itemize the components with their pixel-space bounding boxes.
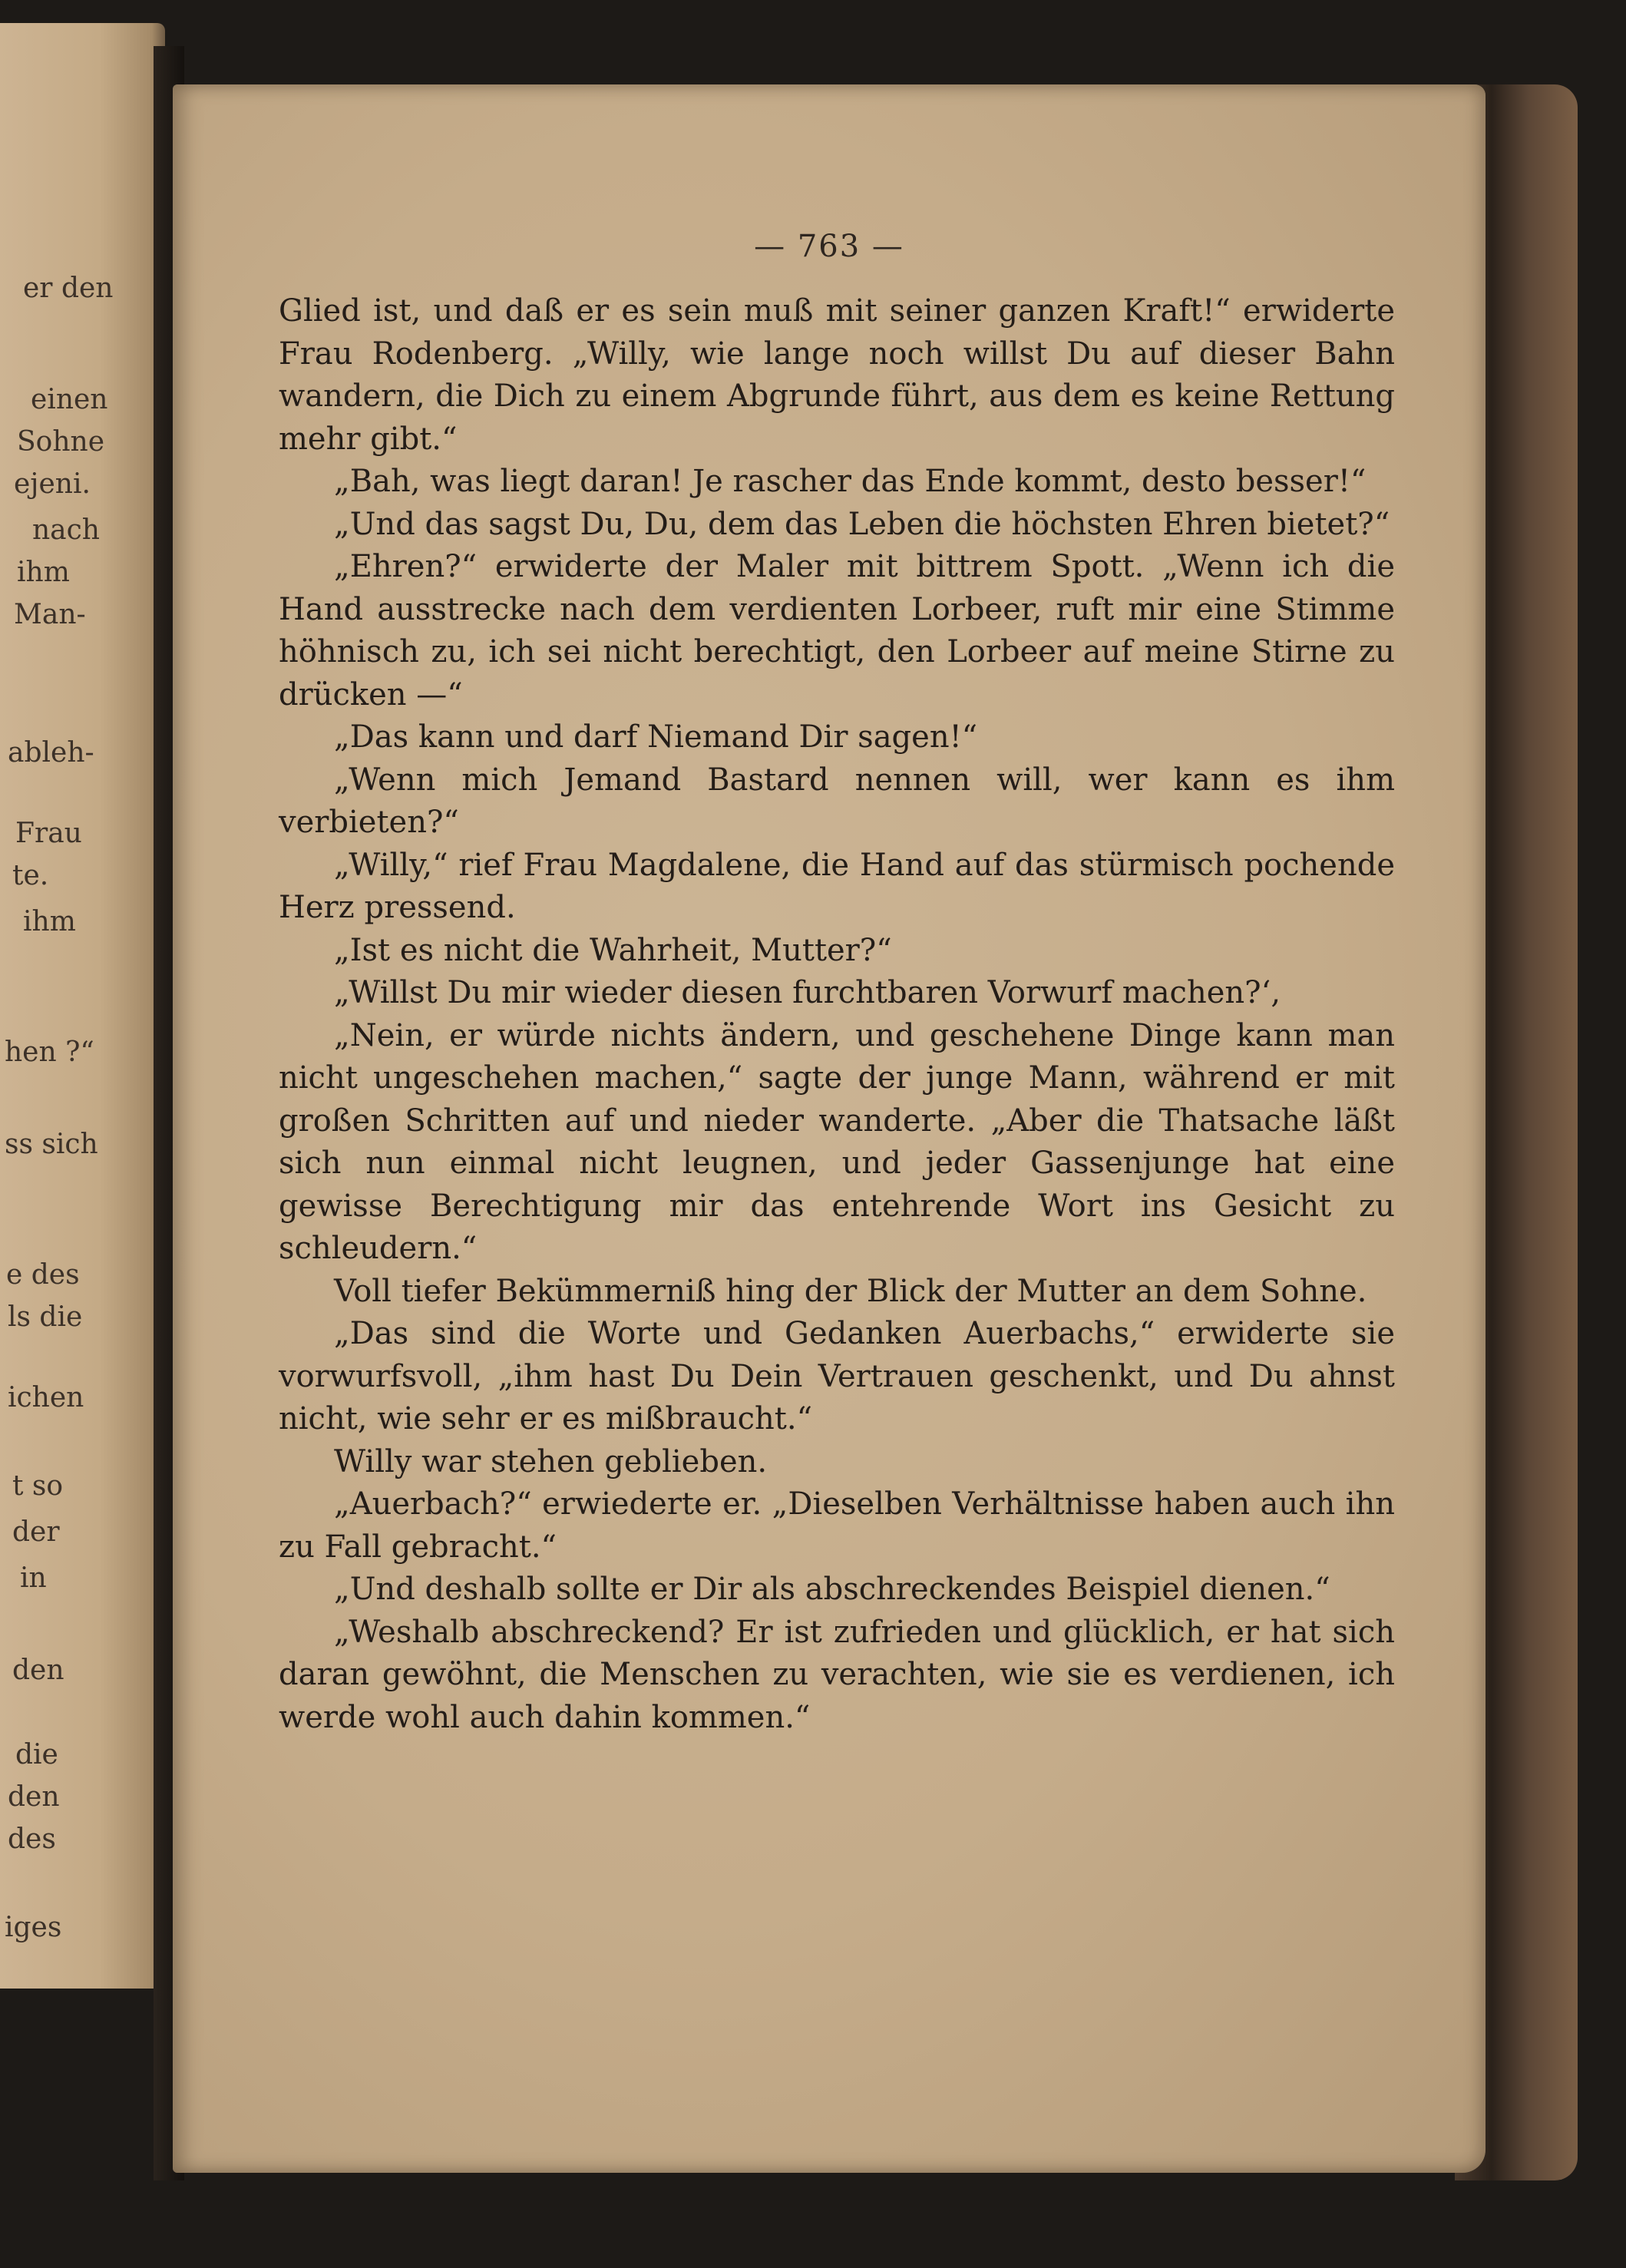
paragraph: Voll tiefer Bekümmerniß hing der Blick der Mutter an dem Sohne.: [334, 1273, 1367, 1309]
paragraph: „Und das sagst Du, Du, dem das Leben die höchsten Ehren bietet?“: [334, 506, 1390, 542]
previous-page-text-fragment: ableh-: [8, 737, 94, 769]
previous-page-text-fragment: des: [8, 1823, 56, 1855]
previous-page-text-fragment: ss sich: [5, 1129, 98, 1160]
paragraph: „Nein, er würde nichts ändern, und geschehene Dinge kann man nicht ungeschehen machen,“ sagte der junge Mann, während er mit großen Schritten auf und nieder wanderte. „Aber die Thatsache läßt sich nun einmal nicht leugnen, und jeder Gassenjunge hat eine gewisse Berechtigung mir das entehrende Wort ins Gesicht zu schleudern.“: [279, 1017, 1395, 1266]
page-text: [279, 290, 1395, 1739]
previous-page-edge: [0, 23, 165, 1989]
previous-page-text-fragment: der: [12, 1516, 60, 1548]
paragraph: „Auerbach?“ erwiederte er. „Dieselben Verhältnisse haben auch ihn zu Fall gebracht.“: [279, 1486, 1395, 1565]
previous-page-text-fragment: ichen: [8, 1382, 84, 1413]
previous-page-text-fragment: nach: [32, 514, 100, 546]
paragraph: Glied ist, und daß er es sein muß mit seiner ganzen Kraft!“ erwiderte Frau Rodenberg. „Willy, wie lange noch willst Du auf dieser Bahn wandern, die Dich zu einem Abgrunde führt, aus dem es keine Rettung mehr gibt.“: [279, 293, 1395, 457]
previous-page-text-fragment: e des: [6, 1259, 80, 1291]
paragraph: „Weshalb abschreckend? Er ist zufrieden und glücklich, er hat sich daran gewöhnt, die Menschen zu verachten, wie sie es verdienen, ich werde wohl auch dahin kommen.“: [279, 1614, 1395, 1735]
previous-page-text-fragment: er den: [23, 273, 114, 304]
previous-page-text-fragment: ejeni.: [14, 468, 91, 500]
paragraph: „Und deshalb sollte er Dir als abschreckendes Beispiel dienen.“: [334, 1572, 1330, 1607]
paragraph: Willy war stehen geblieben.: [334, 1443, 768, 1479]
previous-page-text-fragment: Sohne: [17, 426, 105, 458]
paragraph: „Wenn mich Jemand Bastard nennen will, wer kann es ihm verbieten?“: [279, 762, 1395, 840]
previous-page-text-fragment: hen ?“: [5, 1036, 94, 1068]
paragraph: „Willst Du mir wieder diesen furchtbaren Vorwurf machen?‘,: [334, 975, 1281, 1010]
paragraph: „Ehren?“ erwiderte der Maler mit bittrem Spott. „Wenn ich die Hand ausstrecke nach dem verdienten Lorbeer, ruft mir eine Stimme höhnisch zu, ich sei nicht berechtigt, den Lorbeer auf meine Stirne zu drücken —“: [279, 549, 1395, 712]
paragraph: „Bah, was liegt daran! Je rascher das Ende kommt, desto besser!“: [334, 464, 1367, 499]
previous-page-text-fragment: den: [12, 1655, 64, 1686]
previous-page-text-fragment: t so: [12, 1470, 64, 1502]
previous-page-text-fragment: Man-: [14, 599, 86, 630]
previous-page-text-fragment: den: [8, 1781, 60, 1813]
paragraph: „Das kann und darf Niemand Dir sagen!“: [334, 719, 978, 755]
previous-page-text-fragment: einen: [31, 384, 108, 415]
previous-page-text-fragment: ihm: [23, 906, 76, 937]
previous-page-text-fragment: ihm: [17, 557, 70, 588]
book-page: [173, 84, 1486, 2173]
previous-page-text-fragment: Frau: [15, 818, 82, 849]
paragraph: „Willy,“ rief Frau Magdalene, die Hand auf das stürmisch pochende Herz pressend.: [279, 847, 1395, 925]
previous-page-text-fragment: in: [20, 1562, 47, 1594]
previous-page-text-fragment: te.: [12, 860, 49, 891]
previous-page-text-fragment: die: [15, 1739, 58, 1770]
paragraph: „Das sind die Worte und Gedanken Auerbachs,“ erwiderte sie vorwurfsvoll, „ihm hast Du Dein Vertrauen geschenkt, und Du ahnst nicht, wie sehr er es mißbraucht.“: [279, 1316, 1395, 1437]
previous-page-text-fragment: ls die: [8, 1301, 83, 1333]
page-number: — 763 —: [754, 229, 904, 264]
paragraph: „Ist es nicht die Wahrheit, Mutter?“: [334, 932, 892, 968]
previous-page-text-fragment: iges: [5, 1912, 62, 1943]
